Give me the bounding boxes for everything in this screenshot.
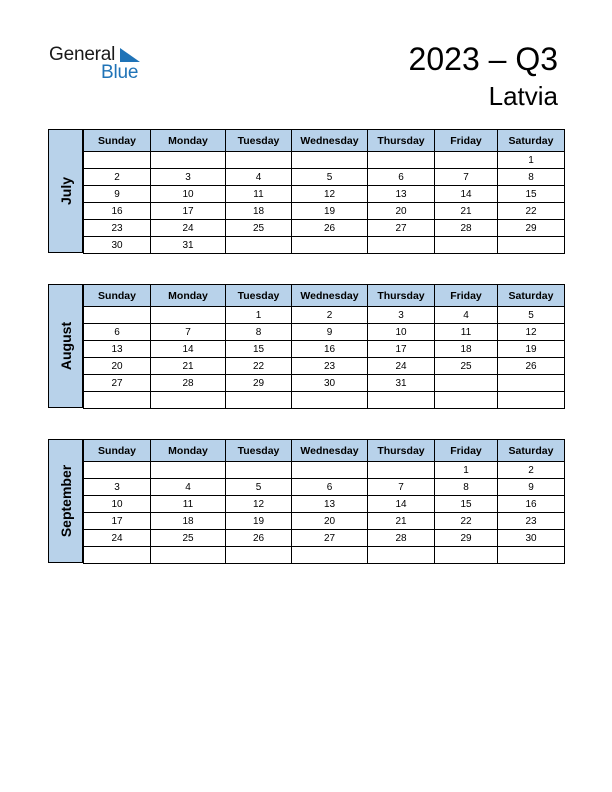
week-row <box>84 186 565 203</box>
day-cell: 31 <box>368 375 435 392</box>
day-cell: 16 <box>84 203 151 220</box>
week-row <box>84 530 565 547</box>
day-cell: 17 <box>84 513 151 530</box>
day-cell: 20 <box>292 513 368 530</box>
day-cell: 29 <box>226 375 292 392</box>
month-name: August <box>57 321 74 371</box>
week-row <box>84 375 565 392</box>
day-cell: 26 <box>498 358 565 375</box>
day-cell: 28 <box>151 375 226 392</box>
day-cell <box>498 237 565 254</box>
day-cell: 20 <box>84 358 151 375</box>
month-calendar-september <box>48 439 564 563</box>
weekday-header-wednesday: Wednesday <box>292 285 368 307</box>
day-cell <box>292 547 368 564</box>
logo-word-blue: Blue <box>101 62 139 83</box>
day-cell: 7 <box>368 479 435 496</box>
day-cell: 21 <box>368 513 435 530</box>
day-cell: 11 <box>151 496 226 513</box>
day-cell: 23 <box>498 513 565 530</box>
day-cell: 12 <box>226 496 292 513</box>
day-cell: 1 <box>435 462 498 479</box>
weekday-header-friday: Friday <box>435 285 498 307</box>
weekday-header-friday: Friday <box>435 440 498 462</box>
day-cell: 24 <box>84 530 151 547</box>
month-label <box>48 129 83 253</box>
day-cell <box>151 392 226 409</box>
week-row <box>84 307 565 324</box>
day-cell <box>368 462 435 479</box>
day-cell: 6 <box>84 324 151 341</box>
day-cell <box>84 462 151 479</box>
day-cell: 14 <box>368 496 435 513</box>
day-cell: 2 <box>292 307 368 324</box>
week-row <box>84 358 565 375</box>
page-title: 2023 – Q3 <box>408 41 558 77</box>
day-cell: 1 <box>226 307 292 324</box>
day-cell: 24 <box>151 220 226 237</box>
day-cell: 23 <box>292 358 368 375</box>
day-cell: 5 <box>226 479 292 496</box>
weekday-header-tuesday: Tuesday <box>226 440 292 462</box>
week-row <box>84 152 565 169</box>
day-cell: 15 <box>435 496 498 513</box>
weekday-header-row <box>84 285 565 307</box>
day-cell <box>226 152 292 169</box>
day-cell: 15 <box>498 186 565 203</box>
day-cell: 6 <box>368 169 435 186</box>
weekday-header-saturday: Saturday <box>498 285 565 307</box>
day-cell <box>151 307 226 324</box>
day-cell <box>498 547 565 564</box>
day-cell: 8 <box>226 324 292 341</box>
week-row <box>84 496 565 513</box>
day-cell <box>226 462 292 479</box>
day-cell: 6 <box>292 479 368 496</box>
day-cell: 23 <box>84 220 151 237</box>
day-cell: 18 <box>435 341 498 358</box>
day-cell <box>498 392 565 409</box>
day-cell: 13 <box>368 186 435 203</box>
day-cell: 4 <box>226 169 292 186</box>
weekday-header-wednesday: Wednesday <box>292 130 368 152</box>
day-cell: 10 <box>151 186 226 203</box>
month-name: July <box>57 176 74 206</box>
day-cell: 18 <box>226 203 292 220</box>
week-row <box>84 341 565 358</box>
day-cell: 30 <box>292 375 368 392</box>
day-cell <box>226 547 292 564</box>
week-row <box>84 220 565 237</box>
day-cell: 22 <box>498 203 565 220</box>
day-cell: 31 <box>151 237 226 254</box>
day-cell: 10 <box>84 496 151 513</box>
calendar-table <box>83 129 565 254</box>
day-cell: 9 <box>292 324 368 341</box>
day-cell: 25 <box>226 220 292 237</box>
day-cell: 30 <box>498 530 565 547</box>
weekday-header-sunday: Sunday <box>84 285 151 307</box>
week-row <box>84 324 565 341</box>
calendar-table <box>83 439 565 564</box>
day-cell: 17 <box>368 341 435 358</box>
day-cell <box>84 392 151 409</box>
weekday-header-sunday: Sunday <box>84 130 151 152</box>
day-cell: 18 <box>151 513 226 530</box>
day-cell: 13 <box>84 341 151 358</box>
day-cell: 27 <box>368 220 435 237</box>
day-cell <box>435 237 498 254</box>
week-row <box>84 237 565 254</box>
generalblue-logo <box>49 44 159 84</box>
day-cell: 21 <box>435 203 498 220</box>
day-cell: 30 <box>84 237 151 254</box>
day-cell: 27 <box>84 375 151 392</box>
month-name: September <box>57 464 74 538</box>
day-cell: 3 <box>151 169 226 186</box>
logo-word-general: General <box>49 44 116 65</box>
day-cell: 22 <box>226 358 292 375</box>
day-cell: 2 <box>84 169 151 186</box>
day-cell: 17 <box>151 203 226 220</box>
day-cell: 22 <box>435 513 498 530</box>
day-cell: 11 <box>226 186 292 203</box>
day-cell <box>292 462 368 479</box>
day-cell <box>151 152 226 169</box>
day-cell: 15 <box>226 341 292 358</box>
day-cell: 3 <box>368 307 435 324</box>
weekday-header-sunday: Sunday <box>84 440 151 462</box>
day-cell <box>151 462 226 479</box>
logo-triangle-icon <box>120 48 140 62</box>
day-cell: 26 <box>292 220 368 237</box>
day-cell: 27 <box>292 530 368 547</box>
day-cell <box>84 152 151 169</box>
day-cell: 1 <box>498 152 565 169</box>
day-cell: 12 <box>498 324 565 341</box>
day-cell <box>435 152 498 169</box>
day-cell <box>498 375 565 392</box>
month-label <box>48 284 83 408</box>
weekday-header-wednesday: Wednesday <box>292 440 368 462</box>
week-row <box>84 462 565 479</box>
weekday-header-saturday: Saturday <box>498 440 565 462</box>
day-cell: 11 <box>435 324 498 341</box>
day-cell <box>292 237 368 254</box>
day-cell: 4 <box>151 479 226 496</box>
country-name: Latvia <box>488 81 558 111</box>
day-cell <box>292 152 368 169</box>
day-cell <box>435 547 498 564</box>
month-calendar-august <box>48 284 564 408</box>
day-cell: 8 <box>435 479 498 496</box>
weekday-header-thursday: Thursday <box>368 285 435 307</box>
day-cell: 5 <box>498 307 565 324</box>
day-cell <box>151 547 226 564</box>
weekday-header-monday: Monday <box>151 130 226 152</box>
day-cell <box>368 392 435 409</box>
week-row <box>84 547 565 564</box>
week-row <box>84 203 565 220</box>
day-cell <box>435 392 498 409</box>
day-cell: 25 <box>435 358 498 375</box>
day-cell: 9 <box>498 479 565 496</box>
day-cell: 28 <box>368 530 435 547</box>
week-row <box>84 392 565 409</box>
weekday-header-saturday: Saturday <box>498 130 565 152</box>
weekday-header-tuesday: Tuesday <box>226 130 292 152</box>
weekday-header-monday: Monday <box>151 285 226 307</box>
weekday-header-row <box>84 130 565 152</box>
day-cell: 29 <box>435 530 498 547</box>
weekday-header-row <box>84 440 565 462</box>
week-row <box>84 479 565 496</box>
day-cell: 16 <box>498 496 565 513</box>
day-cell: 13 <box>292 496 368 513</box>
day-cell: 21 <box>151 358 226 375</box>
month-label <box>48 439 83 563</box>
day-cell: 10 <box>368 324 435 341</box>
week-row <box>84 169 565 186</box>
calendar-table <box>83 284 565 409</box>
day-cell: 8 <box>498 169 565 186</box>
day-cell: 14 <box>151 341 226 358</box>
weekday-header-monday: Monday <box>151 440 226 462</box>
day-cell: 3 <box>84 479 151 496</box>
day-cell: 14 <box>435 186 498 203</box>
day-cell <box>368 152 435 169</box>
day-cell <box>292 392 368 409</box>
week-row <box>84 513 565 530</box>
day-cell: 9 <box>84 186 151 203</box>
day-cell: 24 <box>368 358 435 375</box>
day-cell <box>226 392 292 409</box>
day-cell: 16 <box>292 341 368 358</box>
day-cell <box>84 547 151 564</box>
day-cell <box>84 307 151 324</box>
day-cell: 26 <box>226 530 292 547</box>
weekday-header-tuesday: Tuesday <box>226 285 292 307</box>
weekday-header-thursday: Thursday <box>368 440 435 462</box>
weekday-header-thursday: Thursday <box>368 130 435 152</box>
day-cell: 12 <box>292 186 368 203</box>
day-cell <box>435 375 498 392</box>
day-cell: 25 <box>151 530 226 547</box>
weekday-header-friday: Friday <box>435 130 498 152</box>
day-cell: 20 <box>368 203 435 220</box>
day-cell <box>368 237 435 254</box>
day-cell: 2 <box>498 462 565 479</box>
day-cell: 19 <box>226 513 292 530</box>
day-cell: 19 <box>498 341 565 358</box>
day-cell: 4 <box>435 307 498 324</box>
month-calendar-july <box>48 129 564 253</box>
day-cell: 7 <box>435 169 498 186</box>
day-cell: 7 <box>151 324 226 341</box>
day-cell <box>226 237 292 254</box>
day-cell: 28 <box>435 220 498 237</box>
day-cell: 29 <box>498 220 565 237</box>
day-cell <box>368 547 435 564</box>
day-cell: 5 <box>292 169 368 186</box>
day-cell: 19 <box>292 203 368 220</box>
